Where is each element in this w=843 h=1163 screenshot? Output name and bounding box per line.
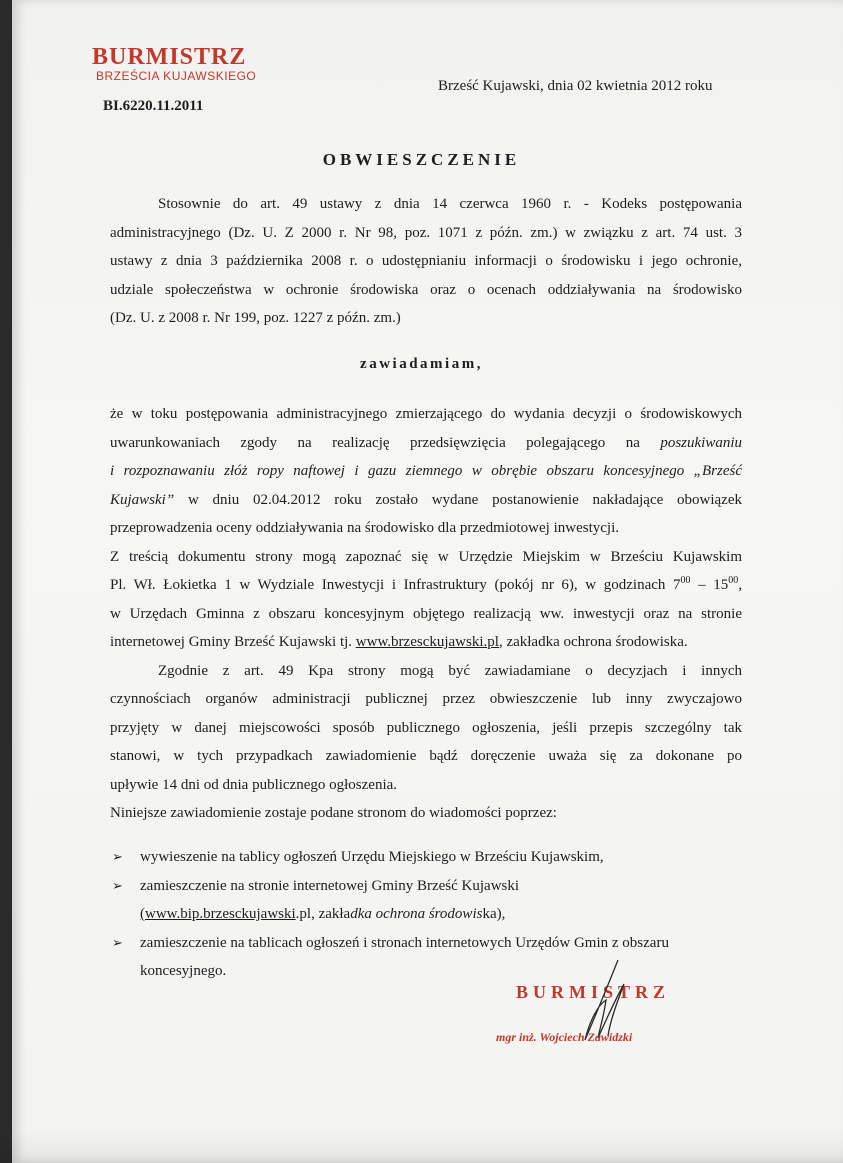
scan-edge (0, 1130, 843, 1163)
list-item: ➢ zamieszczenie na stronie internetowej Gminy Brześć Kujawski (www.bip.brzesckujawski.pl, zakładka ochrona środowiska), (110, 872, 750, 929)
body-line: i rozpoznawaniu złóż ropy naftowej i gazu ziemnego w obrębie obszaru koncesyjnego „Brześć (110, 463, 742, 479)
body-line: przyjęty w danej miejscowości sposób publicznego ogłoszenia, jeśli przepis szczególny tak (110, 719, 742, 736)
website-link[interactable]: www.brzesckujawski.pl (355, 634, 499, 650)
body-line: Z treścią dokumentu strony mogą zapoznać się w Urzędzie Miejskim w Brześciu Kujawskim (110, 548, 742, 565)
arrow-bullet-icon: ➢ (112, 877, 123, 893)
header-stamp (92, 45, 256, 83)
intro-paragraph (110, 190, 742, 333)
list-item: ➢ wywieszenie na tablicy ogłoszeń Urzędu Miejskiego w Brześciu Kujawskim, (110, 843, 750, 872)
signature-stamp: BURMISTRZ (516, 982, 671, 1002)
intro-line: (Dz. U. z 2008 r. Nr 199, poz. 1227 z późn. zm.) (110, 310, 401, 326)
main-paragraph (110, 400, 742, 828)
list-item: ➢ zamieszczenie na tablicach ogłoszeń i stronach internetowych Urzędów Gmin z obszaru koncesyjnego. (110, 929, 750, 986)
body-line: stanowi, w tych przypadkach zawiadomienie bądź doręczenie uważa się za dokonane po (110, 748, 742, 764)
stamp-title: BURMISTRZ (92, 44, 247, 70)
body-line: w Urzędach Gminna z obszaru koncesyjnym objętego realizacją ww. inwestycji oraz na stronie (110, 605, 742, 622)
arrow-bullet-icon: ➢ (112, 934, 123, 950)
body-line: że w toku postępowania administracyjnego zmierzającego do wydania decyzji o środowiskowych (110, 406, 742, 422)
body-line: Niniejsze zawiadomienie zostaje podane stronom do wiadomości poprzez: (110, 805, 557, 821)
signer-name: mgr inż. Wojciech Zawidzki (496, 1030, 633, 1044)
body-line: czynnościach organów administracji publicznej przez obwieszczenie lub inny zwyczajowo (110, 691, 742, 707)
body-line: Kujawski” w dniu 02.04.2012 roku zostało wydane postanowienie nakładające obowiązek (110, 491, 742, 508)
body-line: przeprowadzenia oceny oddziaływania na środowisko dla przedmiotowej inwestycji. (110, 520, 619, 536)
place-date: Brześć Kujawski, dnia 02 kwietnia 2012 roku (438, 78, 713, 94)
stamp-subtitle: BRZEŚCIA KUJAWSKIEGO (96, 69, 257, 83)
body-line: upływie 14 dni od dnia publicznego ogłoszenia. (110, 776, 398, 793)
intro-line: administracyjnego (Dz. U. Z 2000 r. Nr 98, poz. 1071 z późn. zm.) w związku z art. 74 ust. 3 (110, 224, 742, 241)
reference-number: BI.6220.11.2011 (103, 98, 204, 114)
announce-word: zawiadamiam, (360, 356, 483, 372)
intro-line: ustawy z dnia 3 października 2008 r. o udostępnianiu informacji o środowisku i jego ochronie, (110, 253, 742, 269)
arrow-bullet-icon: ➢ (112, 849, 123, 864)
body-line: internetowej Gminy Brześć Kujawski tj. www.brzesckujawski.pl, zakładka ochrona środowiska. (110, 634, 688, 650)
intro-line: udziale społeczeństwa w ochronie środowiska oraz o ocenach oddziaływania na środowisko (110, 281, 742, 298)
bip-link[interactable]: (www.bip.brzesckujawski (140, 906, 296, 922)
intro-line: Stosownie do art. 49 ustawy z dnia 14 czerwca 1960 r. - Kodeks postępowania (158, 196, 742, 212)
body-line: uwarunkowaniach zgody na realizację przedsięwzięcia polegającego na poszukiwaniu (110, 434, 742, 451)
body-line: Zgodnie z art. 49 Kpa strony mogą być zawiadamiane o decyzjach i innych (158, 662, 742, 679)
document-title: OBWIESZCZENIE (322, 150, 521, 169)
body-line: Pl. Wł. Łokietka 1 w Wydziale Inwestycji i Infrastruktury (pokój nr 6), w godzinach $7^{00} - 15^{00}$, (110, 575, 743, 593)
